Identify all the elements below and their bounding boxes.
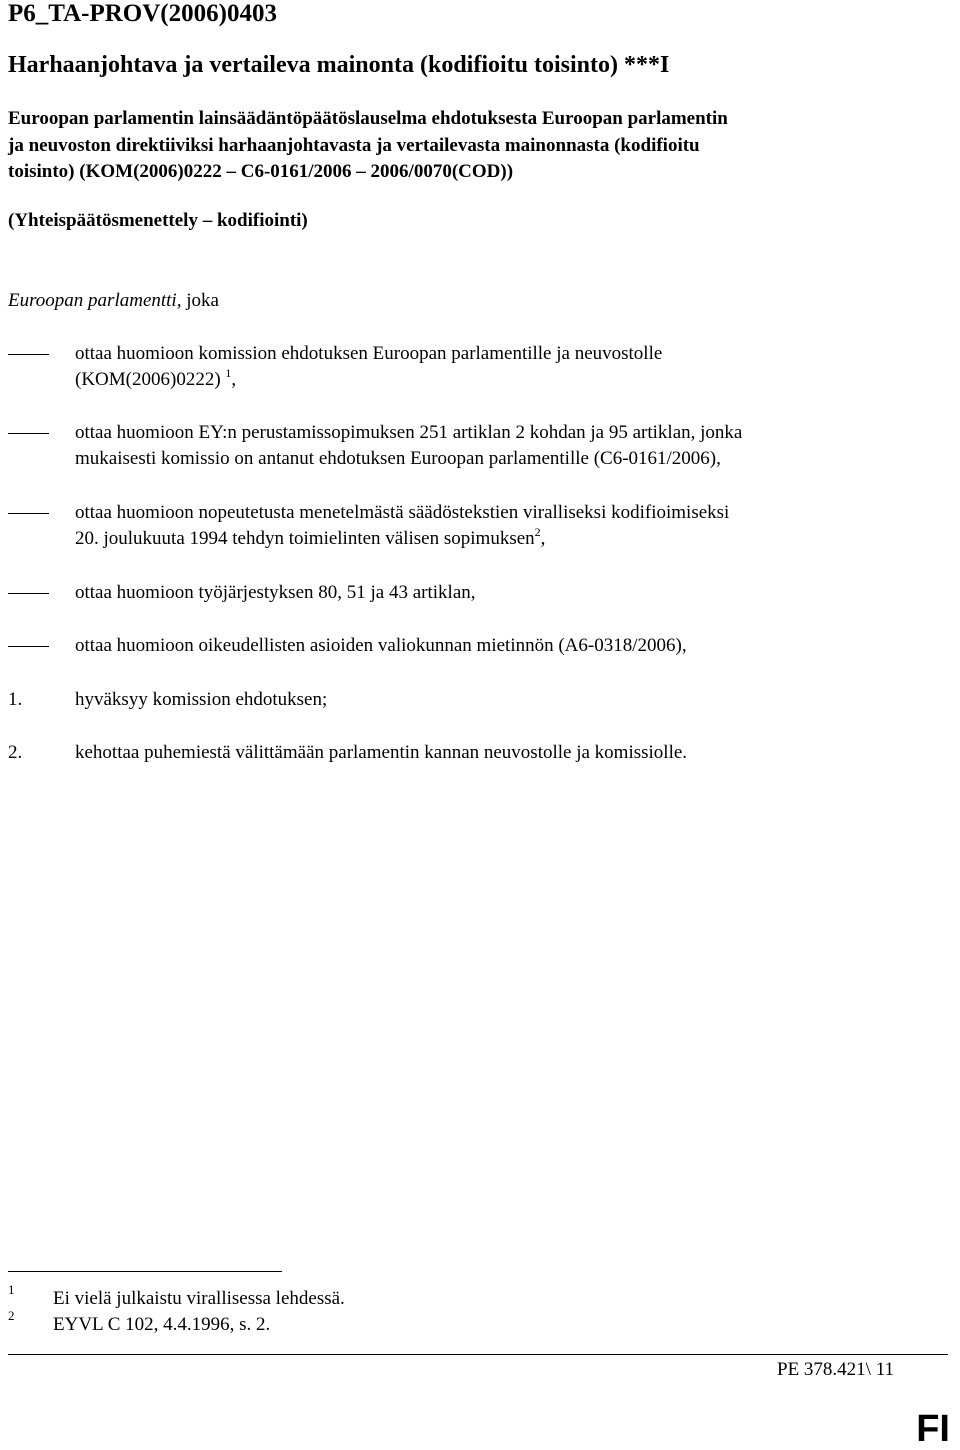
footnote-separator [8,1271,282,1272]
resolution-heading-line: ja neuvoston direktiiviksi harhaanjohtavasta ja vertailevasta mainonnasta (kodifioitu [8,134,700,156]
page-reference: PE 378.421\ 11 [777,1359,894,1380]
preamble-rest: joka [181,290,219,311]
dash-bullet [8,646,49,647]
recital-text: (KOM(2006)0222) [75,369,221,390]
language-code: FI [916,1408,950,1450]
recital-line [75,367,662,393]
recital-line: ottaa huomioon työjärjestyksen 80, 51 ja 43 artiklan, [75,582,476,603]
resolution-heading-line: toisinto) (KOM(2006)0222 – C6-0161/2006 – 2006/0070(COD)) [8,161,514,182]
decision-number: 2. [8,742,23,763]
recital-tail: , [231,369,237,390]
decision-text: hyväksyy komission ehdotuksen; [75,689,328,710]
recital-line: ottaa huomioon komission ehdotuksen Euroopan parlamentille ja neuvostolle [75,343,663,364]
footnote-number: 1 [8,1282,15,1297]
dash-bullet [8,513,49,514]
preamble [8,288,219,314]
resolution-heading [8,106,948,186]
decision-number: 1. [8,689,23,710]
recital-line: ottaa huomioon oikeudellisten asioiden valiokunnan mietinnön (A6-0318/2006), [75,635,687,656]
page-footer-rule [8,1354,948,1355]
recital-line [75,526,729,552]
dash-bullet [8,354,49,355]
recital-tail: , [540,528,546,549]
resolution-heading-line: Euroopan parlamentin lainsäädäntöpäätöslauselma ehdotuksesta Euroopan parlamentin [8,108,728,129]
procedure-label: (Yhteispäätösmenettely – kodifiointi) [8,210,308,231]
footnote-number: 2 [8,1308,15,1323]
decision-text: kehottaa puhemiestä välittämään parlamentin kannan neuvostolle ja komissiolle. [75,742,688,763]
dash-bullet [8,593,49,594]
footnote-reference[interactable]: 2 [534,525,541,539]
recital-line: ottaa huomioon EY:n perustamissopimuksen 251 artiklan 2 kohdan ja 95 artiklan, jonka [75,422,743,443]
recital-text: 20. joulukuuta 1994 tehdyn toimielinten välisen sopimuksen [75,528,535,549]
preamble-subject: Euroopan parlamentti, [8,290,182,311]
document-id: P6_TA-PROV(2006)0403 [8,0,277,27]
footnote-text: EYVL C 102, 4.4.1996, s. 2. [53,1314,271,1335]
recital-line: ottaa huomioon nopeutetusta menetelmästä säädöstekstien viralliseksi kodifioimiseksi [75,502,730,523]
recital-line: mukaisesti komissio on antanut ehdotuksen Euroopan parlamentille (C6-0161/2006), [75,448,721,469]
footnote-text: Ei vielä julkaistu virallisessa lehdessä. [53,1288,345,1309]
document-title: Harhaanjohtava ja vertaileva mainonta (kodifioitu toisinto) ***I [8,52,670,78]
footnote-reference[interactable]: 1 [225,366,232,380]
dash-bullet [8,433,49,434]
